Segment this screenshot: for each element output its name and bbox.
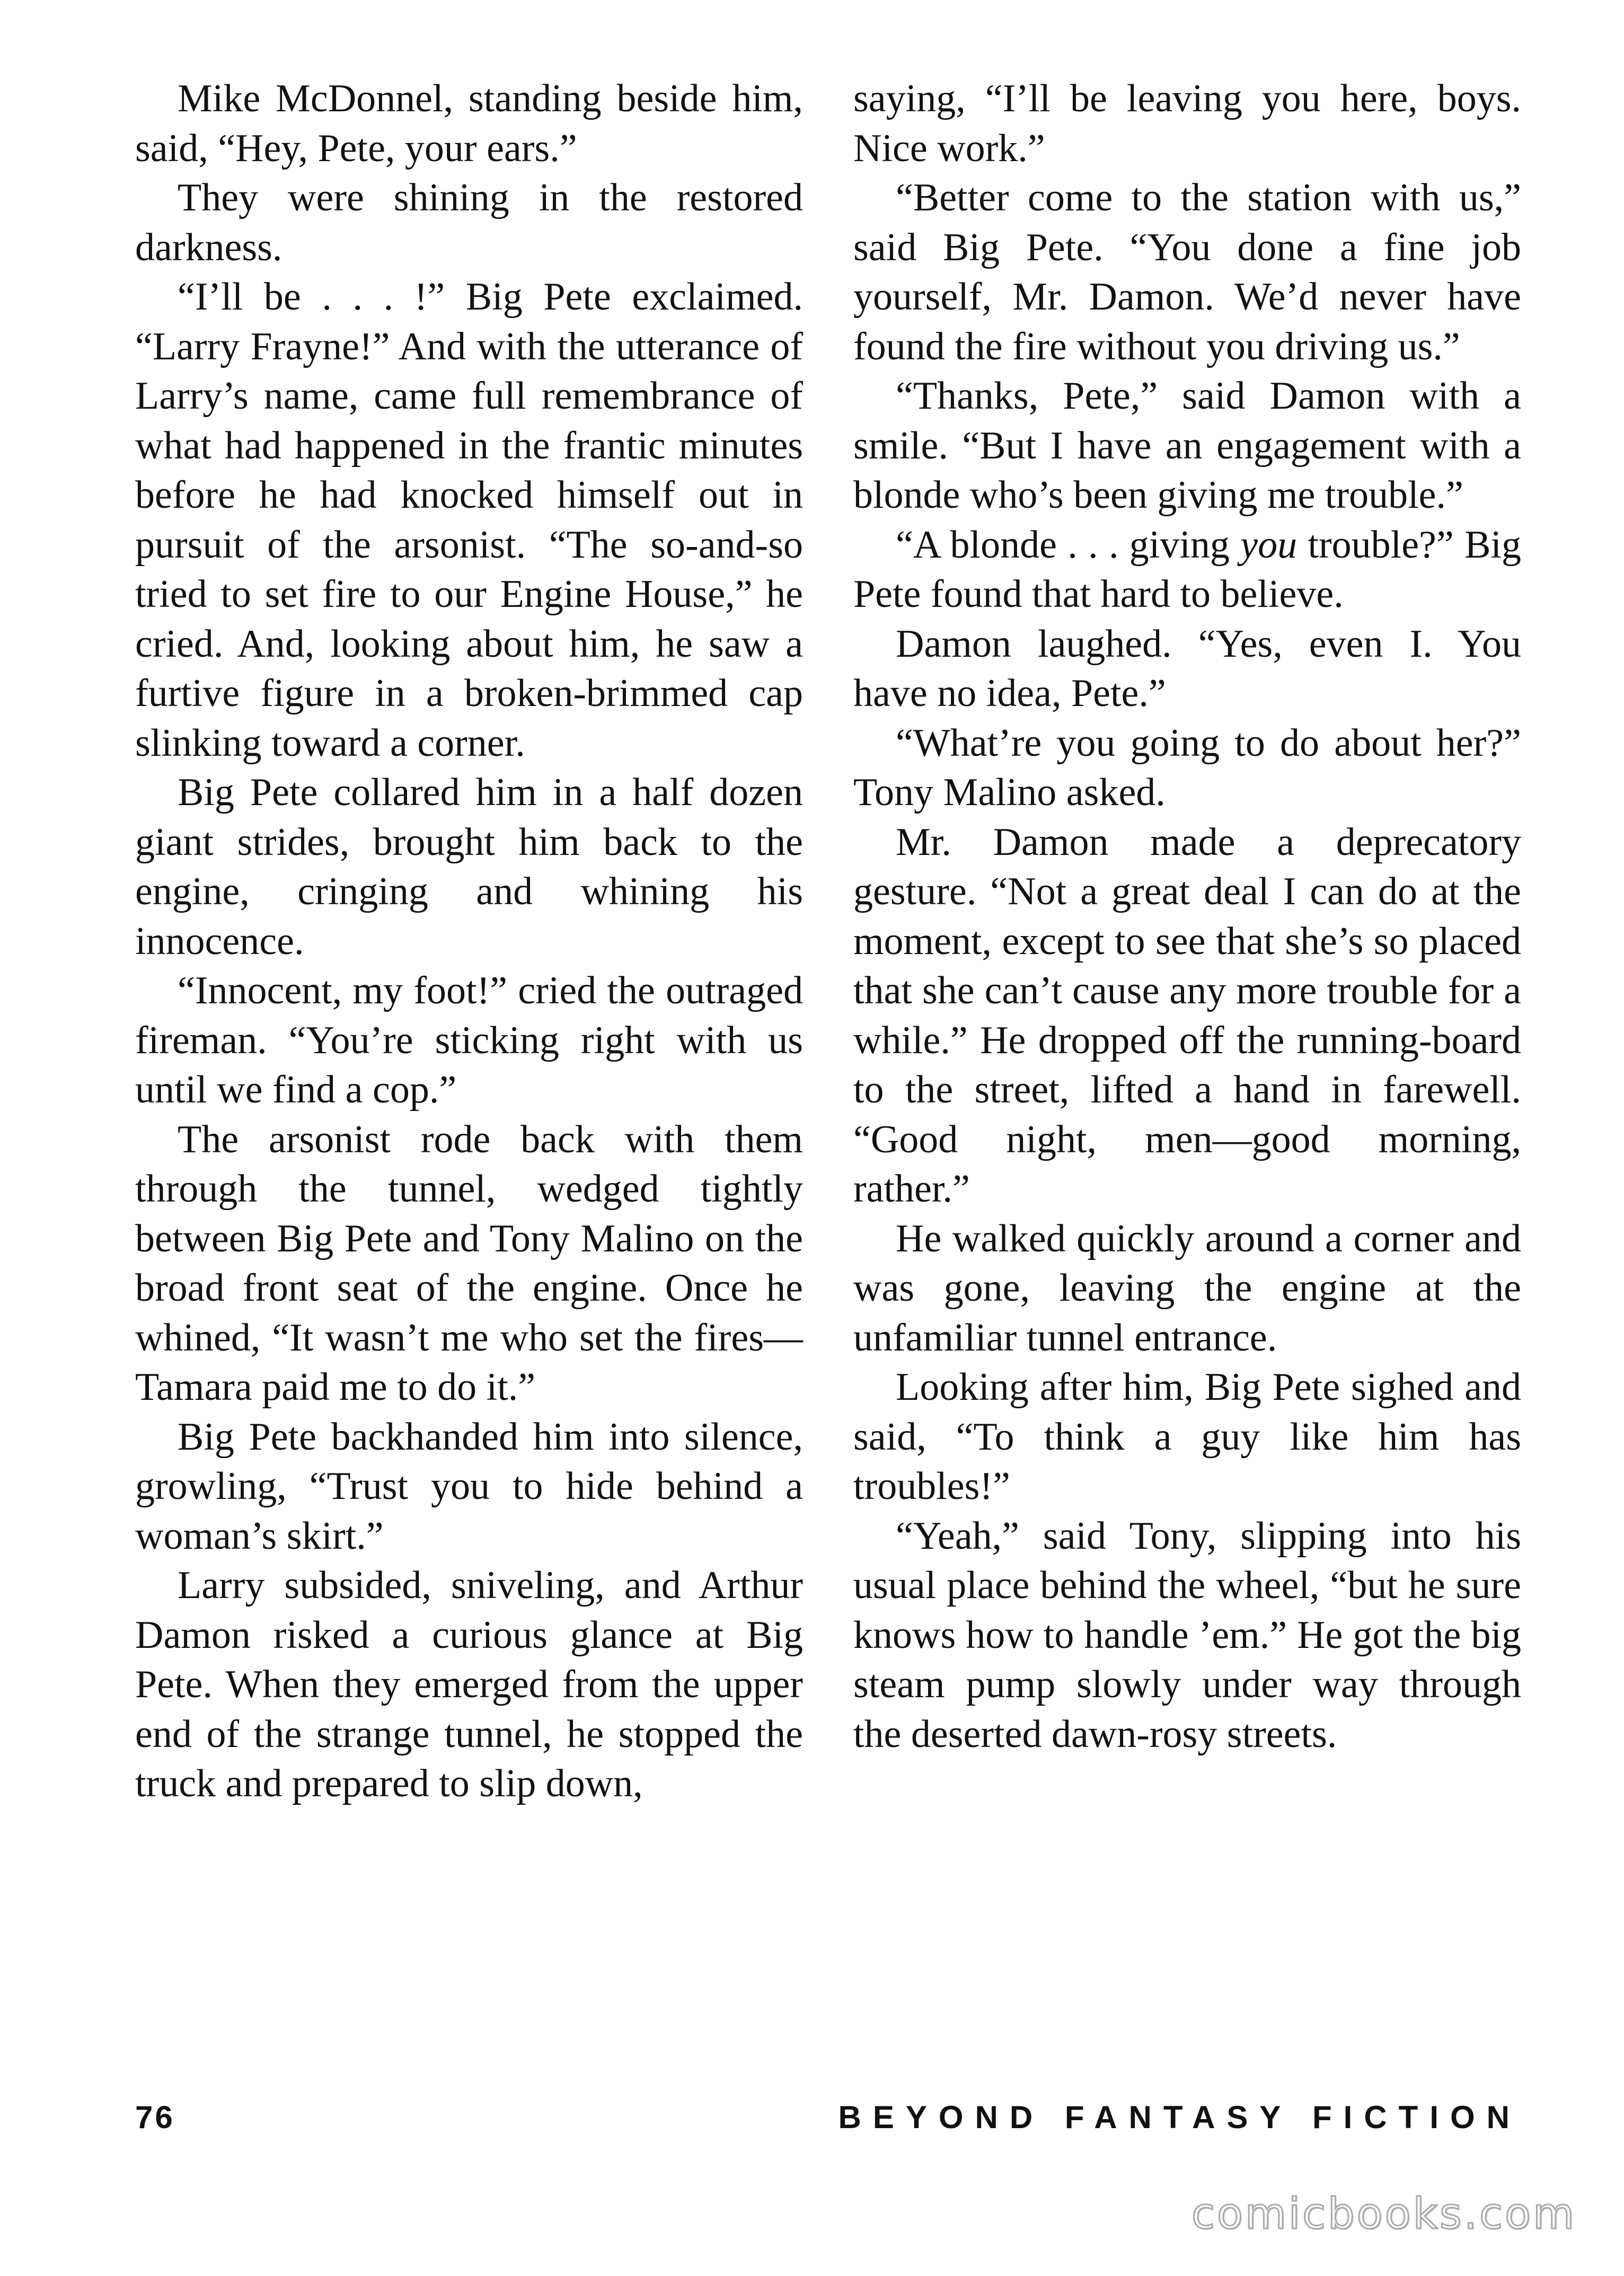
left-column	[135, 74, 803, 1809]
paragraph-3: “I’ll be . . . !” Big Pete exclaimed. “Larry Frayne!” And with the utterance of Larry’s name, came full remembrance of what had happened in the frantic minutes before he had knocked himself out in pursuit of the arsonist. “The so-and-so tried to set fire to our Engine House,” he cried. And, looking about him, he saw a furtive figure in a broken-brimmed cap slinking toward a corner.	[135, 275, 803, 765]
watermark: comicbooks.com	[1191, 2189, 1576, 2238]
paragraph-6: The arsonist rode back with them through the tunnel, wedged tightly between Big Pete and Tony Malino on the broad front seat of the engine. Once he whined, “It wasn’t me who set the fires—Tamara paid me to do it.”	[135, 1117, 803, 1409]
paragraph-17: “Yeah,” said Tony, slipping into his usual place behind the wheel, “but he sure knows how to handle ’em.” He got the big steam pump slowly under way through the deserted dawn-rosy streets.	[853, 1514, 1521, 1756]
paragraph-11-after: trouble?” Big Pete found that hard to believe.	[853, 523, 1521, 616]
paragraph-5: “Innocent, my foot!” cried the outraged fireman. “You’re sticking right with us until we find a cop.”	[135, 969, 803, 1111]
paragraph-7: Big Pete backhanded him into silence, growling, “Trust you to hide behind a woman’s skirt.”	[135, 1415, 803, 1558]
paragraph-4: Big Pete collared him in a half dozen giant strides, brought him back to the engine, cringing and whining his innocence.	[135, 771, 803, 963]
paragraph-2: They were shining in the restored darkness.	[135, 176, 803, 269]
paragraph-continuation: saying, “I’ll be leaving you here, boys. Nice work.”	[853, 77, 1521, 170]
paragraph-10: “Thanks, Pete,” said Damon with a smile. “But I have an engagement with a blonde who’s been giving me trouble.”	[853, 374, 1521, 517]
page-number: 76	[135, 2099, 175, 2135]
paragraph-12: Damon laughed. “Yes, even I. You have no idea, Pete.”	[853, 622, 1521, 715]
paragraph-11	[853, 521, 1521, 620]
paragraph-16: Looking after him, Big Pete sighed and said, “To think a guy like him has troubles!”	[853, 1365, 1521, 1508]
paragraph-14: Mr. Damon made a deprecatory gesture. “Not a great deal I can do at the moment, except to see that she’s so placed that she can’t cause any more trouble for a while.” He dropped off the running-board to the street, lifted a hand in farewell. “Good night, men—good morning, rather.”	[853, 820, 1521, 1211]
paragraph-1: Mike McDonnel, standing beside him, said, “Hey, Pete, your ears.”	[135, 77, 803, 170]
page-footer	[135, 2099, 1521, 2152]
paragraph-8: Larry subsided, sniveling, and Arthur Damon risked a curious glance at Big Pete. When they emerged from the upper end of the strange tunnel, he stopped the truck and prepared to slip down,	[135, 1564, 803, 1805]
paragraph-9: “Better come to the station with us,” said Big Pete. “You done a fine job yourself, Mr. Damon. We’d never have found the fire without you driving us.”	[853, 176, 1521, 368]
running-title: BEYOND FANTASY FICTION	[838, 2099, 1521, 2135]
paragraph-13: “What’re you going to do about her?” Tony Malino asked.	[853, 721, 1521, 814]
right-column	[853, 74, 1521, 1759]
paragraph-15: He walked quickly around a corner and was gone, leaving the engine at the unfamiliar tunnel entrance.	[853, 1216, 1521, 1360]
paragraph-11-emphasis: you	[1240, 523, 1298, 567]
paragraph-11-before: “A blonde . . . giving	[896, 523, 1241, 567]
